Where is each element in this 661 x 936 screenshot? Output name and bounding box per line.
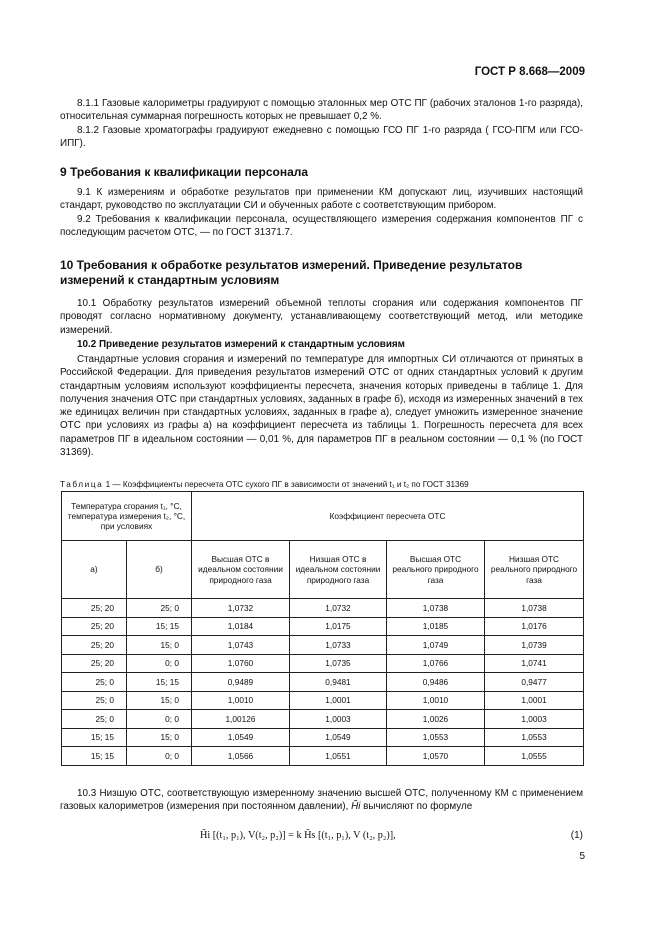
table-row [62,617,584,636]
table-cell: 0; 0 [127,710,192,729]
document-header: ГОСТ Р 8.668—2009 [474,66,585,78]
table-cell: 1,0555 [485,747,584,766]
section-9-heading: 9 Требования к квалификации персонала [60,165,309,179]
table-cell: 1,0760 [192,654,290,673]
table-cell: 15; 0 [127,636,192,655]
table-cell: 1,0738 [485,599,584,618]
table-cell: 1,0010 [387,691,485,710]
table-cell: 15; 15 [62,728,127,747]
table-col-b: б) [127,541,192,599]
table-cell: 1,0001 [485,691,584,710]
table-cell: 0,9477 [485,673,584,692]
table-cell: 1,0749 [387,636,485,655]
table-cell: 1,0010 [192,691,290,710]
table-cell: 1,0003 [485,710,584,729]
table-cell: 1,0566 [192,747,290,766]
formula-number: (1) [570,830,583,841]
table-caption-text: 1 — Коэффициенты пересчета ОТС сухого ПГ в зависимости от значений t₁ и t₂ по ГОСТ 31369 [105,480,469,489]
net-heat-symbol: H̃i [351,801,361,813]
table-cell: 1,0026 [387,710,485,729]
table-cell: 1,0733 [290,636,387,655]
table-cell: 1,0570 [387,747,485,766]
table-cell: 0,9481 [290,673,387,692]
table-cell: 1,0735 [290,654,387,673]
table-cell: 1,0003 [290,710,387,729]
paragraph-8-1-2: 8.1.2 Газовые хроматографы градуируют ежедневно с помощью ГСО ПГ 1-го разряда ( ГСО-ПГМ или ГСО-ИПГ). [60,125,583,150]
section-10-heading: 10 Требования к обработке результатов измерений. Приведение результатов измерений к стандартным условиям [60,258,523,287]
table-cell: 25; 20 [62,654,127,673]
table-cell: 1,0176 [485,617,584,636]
table-cell: 25; 20 [62,636,127,655]
table-col-gross-ideal: Высшая ОТС в идеальном состоянии природного газа [192,541,290,599]
table-cell: 1,0743 [192,636,290,655]
table-cell: 1,0175 [290,617,387,636]
table-cell: 15; 15 [62,747,127,766]
table-cell: 1,0739 [485,636,584,655]
table-cell: 1,0732 [192,599,290,618]
table-cell: 1,0741 [485,654,584,673]
table-cell: 25; 0 [62,673,127,692]
table-caption-word: Таблица [60,480,104,489]
table-cell: 25; 0 [127,599,192,618]
table-cell: 1,0184 [192,617,290,636]
table-cell: 25; 0 [62,691,127,710]
table-cell: 1,0738 [387,599,485,618]
table-row [62,673,584,692]
table-cell: 25; 20 [62,599,127,618]
formula-1: H̃i [(t₁, p₁), V(t₂, p₂)] = k H̃s [(t₁, p₁), V (t₂, p₂)], [200,830,396,841]
table-row [62,599,584,618]
table-cell: 15; 0 [127,691,192,710]
table-cell: 1,0553 [387,728,485,747]
table-head-conditions: Температура сгорания t₁, °С, температура измерения t₂, °С, при условиях [62,492,192,541]
table-col-gross-real: Высшая ОТС реального природного газа [387,541,485,599]
table-cell: 0; 0 [127,654,192,673]
table-cell: 0,9489 [192,673,290,692]
paragraph-10-3-end: вычисляют по формуле [363,801,473,813]
table-cell: 15; 0 [127,728,192,747]
paragraph-10-2-heading: 10.2 Приведение результатов измерений к стандартным условиям [77,339,405,350]
table-cell: 15; 15 [127,673,192,692]
table-cell: 15; 15 [127,617,192,636]
table-row [62,747,584,766]
table-cell: 25; 0 [62,710,127,729]
paragraph-8-1-1: 8.1.1 Газовые калориметры градуируют с помощью эталонных мер ОТС ПГ (рабочих эталонов 1-го разряда), относительная суммарная погрешность которых не превышает 0,2 %. [60,98,583,123]
table-cell: 1,0551 [290,747,387,766]
table-caption [60,480,469,489]
table-cell: 1,00126 [192,710,290,729]
table-cell: 1,0732 [290,599,387,618]
table-cell: 1,0553 [485,728,584,747]
table-row [62,728,584,747]
paragraph-9-2: 9.2 Требования к квалификации персонала, осуществляющего измерения содержания компонентов ПГ с последующим расчетом ОТС, — по ГОСТ 31371.7. [60,214,583,239]
table-cell: 0; 0 [127,747,192,766]
table-row [62,710,584,729]
table-cell: 1,0549 [192,728,290,747]
table-row [62,691,584,710]
paragraph-10-3 [60,787,583,814]
table-cell: 1,0185 [387,617,485,636]
table-col-net-real: Низшая ОТС реального природного газа [485,541,584,599]
table-row [62,636,584,655]
conversion-table [61,491,584,766]
table-head-coefficient: Коэффициент пересчета ОТС [192,492,584,541]
paragraph-9-1: 9.1 К измерениям и обработке результатов при применении КМ допускают лиц, изучивших настоящий стандарт, руководство по эксплуатации СИ и обученных работе с соответствующим прибором. [60,187,583,212]
paragraph-10-1: 10.1 Обработку результатов измерений объемной теплоты сгорания или содержания компонентов ПГ проводят согласно нормативному документу, устанавливающему соответствующий метод, или методике измерений. [60,298,583,336]
table-cell: 1,0001 [290,691,387,710]
table-col-a: а) [62,541,127,599]
page-number: 5 [579,851,585,862]
paragraph-10-2-text: Стандартные условия сгорания и измерений по температуре для импортных СИ отличаются от принятых в Российской Федерации. Для приведения результатов измерений ОТС от одних стандартных условий к другим стандартным условиям используют коэффициенты пересчета, значения которых приведены в таблице 1. Для получения значения ОТС при стандартных условиях, заданных в графе б), исходя из измеренных значений в тех же единицах величин при стандартных условиях, заданных в графе а), следует умножить измеренное значение ОТС при условиях из графы а) на коэффициент пересчета из таблицы 1. Погрешность пересчета для всех параметров ПГ в идеальном состоянии — 0,01 %, для параметров ПГ в реальном состоянии — 0,1 % (по ГОСТ 31369). [60,354,583,459]
table-col-net-ideal: Низшая ОТС в идеальном состоянии природного газа [290,541,387,599]
table-cell: 0,9486 [387,673,485,692]
paragraph-10-3-text: 10.3 Низшую ОТС, соответствующую измеренному значению высшей ОТС, полученному КМ с применением газовых калориметров (измерения при постоянном давлении), [60,788,583,813]
table-row [62,654,584,673]
table-cell: 1,0766 [387,654,485,673]
table-cell: 25; 20 [62,617,127,636]
table-cell: 1,0549 [290,728,387,747]
